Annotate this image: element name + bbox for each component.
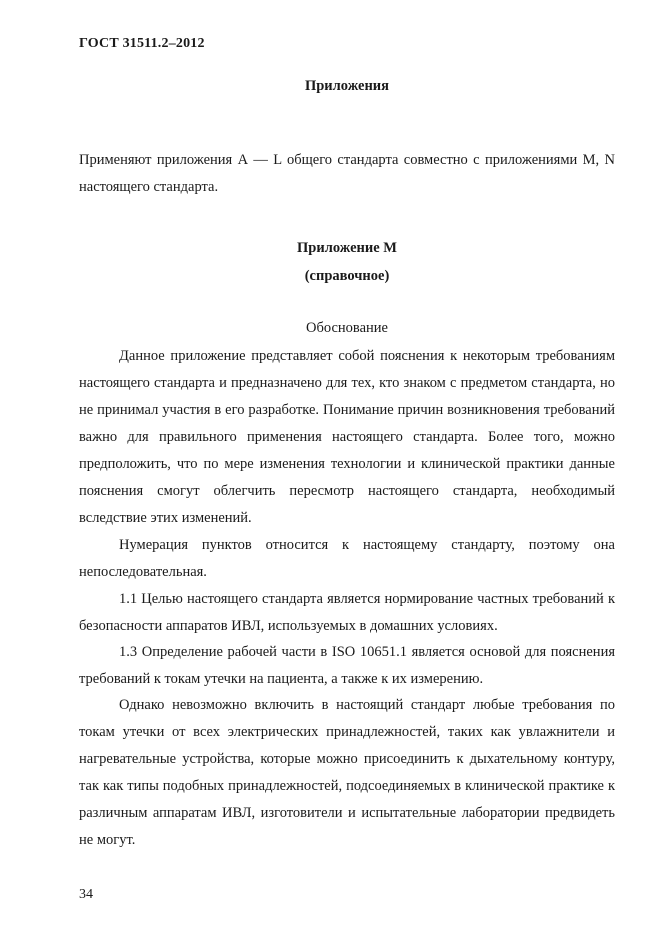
text-line: непоследовательная.: [79, 564, 207, 580]
text-line: вследствие этих изменений.: [79, 510, 252, 526]
page-number: 34: [79, 887, 93, 902]
text-line: предположить, что по мере изменения технологии и клинической практики данные: [79, 456, 615, 472]
text-line: Однако невозможно включить в настоящий стандарт любые требования по: [119, 697, 615, 713]
paragraph-3: [79, 586, 615, 640]
text-line: настоящего стандарта.: [79, 179, 219, 195]
text-line: Данное приложение представляет собой пояснения к некоторым требованиям: [119, 348, 615, 364]
text-line: не принимал участия в его разработке. Понимание причин возникновения требований: [79, 402, 615, 418]
paragraph-4: [79, 639, 615, 693]
text-line: нагревательные устройства, которые можно присоединить к дыхательному контуру,: [79, 751, 615, 767]
standard-code: ГОСТ 31511.2–2012: [79, 36, 205, 51]
appendix-m-subtitle: (справочное): [304, 268, 390, 284]
text-line: различным аппаратам ИВЛ, изготовители и испытательные лаборатории предвидеть: [79, 805, 615, 821]
rationale-heading: Обоснование: [306, 320, 388, 336]
text-line: пояснения смогут облегчить пересмотр настоящего стандарта, необходимый: [79, 483, 615, 499]
text-line: важно для правильного применения настоящего стандарта. Более того, можно: [79, 429, 615, 445]
appendix-m-title: Приложение М: [297, 240, 397, 256]
paragraph-1: [79, 343, 615, 532]
text-line: так как типы подобных принадлежностей, подсоединяемых в клинической практике к: [79, 778, 615, 794]
appendices-paragraph: [79, 147, 615, 201]
paragraph-5: [79, 692, 615, 854]
text-line: токам утечки от всех электрических принадлежностей, таких как увлажнители и: [79, 724, 615, 740]
text-line: 1.3 Определение рабочей части в ISO 10651.1 является основой для пояснения: [119, 644, 615, 660]
text-line: настоящего стандарта и предназначено для тех, кто знаком с предметом стандарта, но: [79, 375, 615, 391]
text-line: требований к токам утечки на пациента, а также к их измерению.: [79, 671, 484, 687]
text-line: безопасности аппаратов ИВЛ, используемых в домашних условиях.: [79, 618, 498, 634]
appendices-title: Приложения: [304, 78, 390, 94]
text-line: не могут.: [79, 832, 136, 848]
text-line: 1.1 Целью настоящего стандарта является нормирование частных требований к: [119, 591, 615, 607]
text-line: Применяют приложения А — L общего стандарта совместно с приложениями М, N: [79, 152, 615, 168]
paragraph-2: [79, 532, 615, 586]
text-line: Нумерация пунктов относится к настоящему стандарту, поэтому она: [119, 537, 615, 553]
